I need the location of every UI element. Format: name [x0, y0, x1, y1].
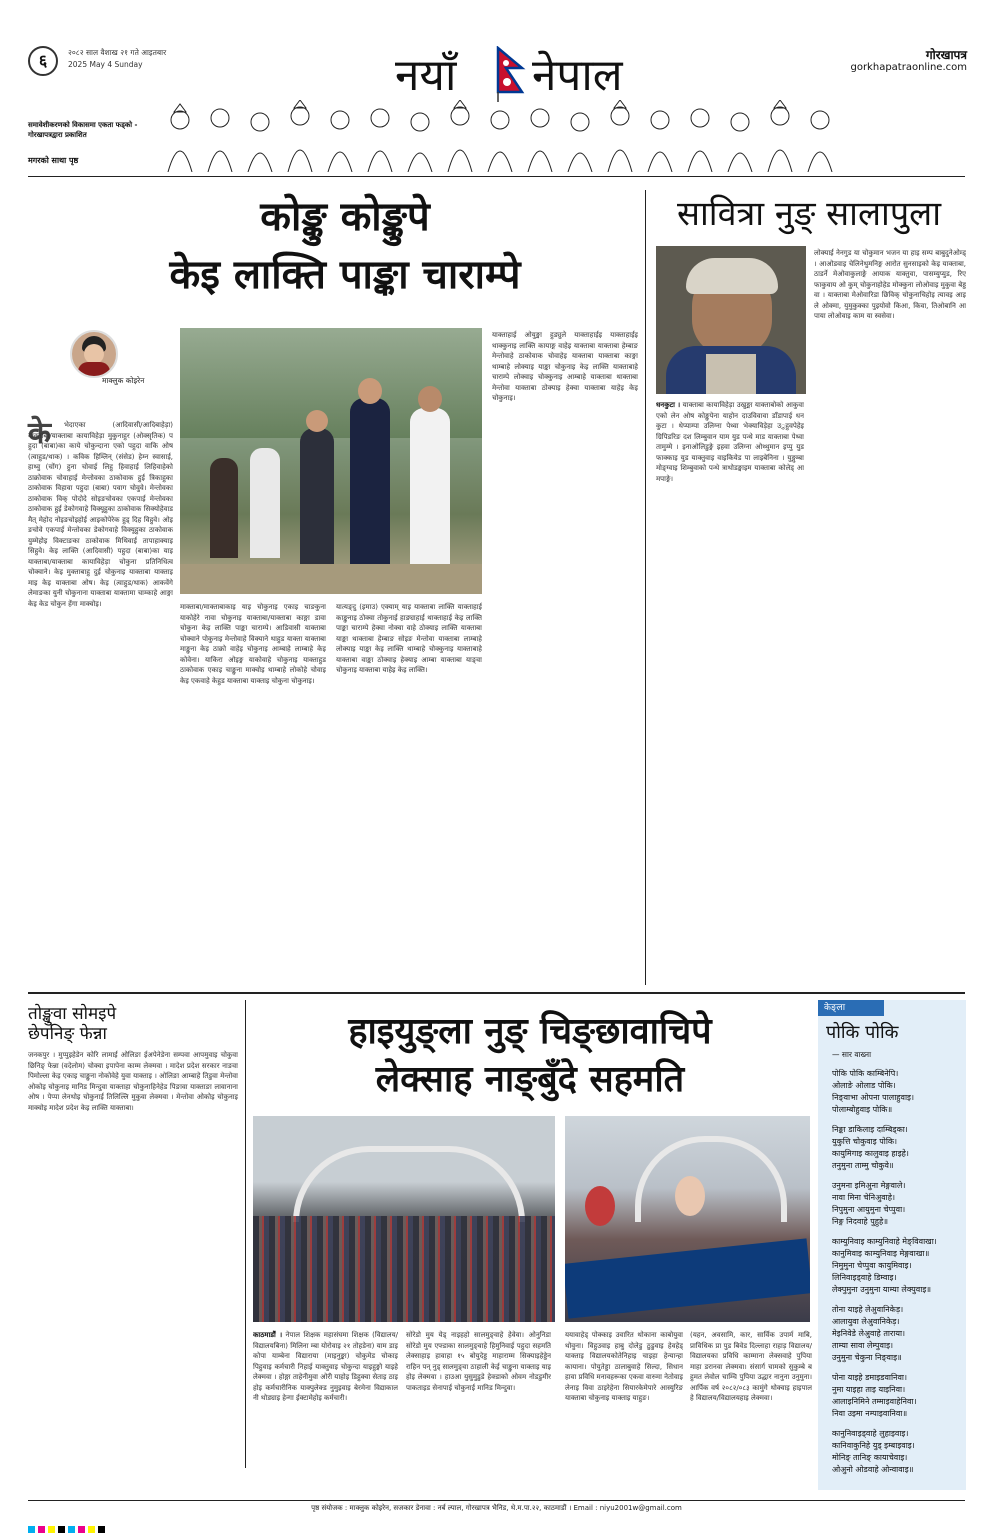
haaiyung-headline-1: हाइयुङ्ला नुङ् चिङ्छावाचिपे — [348, 1011, 712, 1052]
profile-column-1: धनकुटा । याक्ताबा कायाविहेड़ा उखुङ्मा याक्ताबोको आकुवा एको लेन ओष कोङ्कुपेना याहोन दाउविवावा डाँडापाई धनकुटा । थेप्याम्पा उलिग्ना पेथ्वा भेक्याविड़ेहा उुहुवपेहेइ ग्रिपिडरिङ दश लिम्बुवान याम युड पन्थे माड याक्ताबा पेथ्वा तामुम्मे । इनाओलिडुङ्गे इहवा उलिग्ना ओथ्थुमान इप्पु युड फाक्काइ युड याक्तुवाइ वाइकियेड पा लाइबेनिना । युङ्गुम्बा मोङ्ग्वाइ शिम्बुवाको पन्थे त्राथोडङ्घाइम याक्ताबा कोलेड् आमपाङ्गे। — [656, 401, 804, 483]
haaiyung-dateline: काठमाडौं । — [253, 1331, 283, 1339]
kenla-label: केङ्ला — [818, 1000, 884, 1016]
lead-headline-1: कोङ्कु कोङ्कुपे — [260, 194, 430, 240]
crowd-photo — [253, 1116, 555, 1322]
poem-title: पोकि पोकि — [826, 1022, 899, 1043]
protest-photo — [565, 1116, 810, 1322]
column-divider — [645, 190, 646, 985]
poem-stanza: निङ्का डाकिलाइ दाम्बिड्का। युकुत्ति चोकुवाइ पोकि। कायुमिगाइ कालुवाइ हाइहे। तनुमुना ताम्मु चोकुवे॥ — [832, 1125, 909, 1170]
date-english: 2025 May 4 Sunday — [68, 60, 143, 69]
lead-column-4: याक्ताहाई ओयुङ्मा हुड्युले याक्ताहाईइ याक्ताहाईइ थाक्कुनाइ लाक्ति कायाङ्ग वाहेइ याक्ताबा याक्ताबा हेम्बाङ मेन्तोवाहे ठाकोवाक चोवाहेइ याक्ताबा याक्ताबा काङ्गा थाम्बाहे लोक्याइ याङ्का चोकुनाइ केइ लाक्ति याक्ताबाहे चाराम्पे लोक्वाइ चोक्कुनाइ आम्बाहे याक्ताबा थाक्ताबा मेन्तोवा याक्ताबा ठोक्याइ हेक्वा याक्ताबा याहेइ केइ चोकुनाइ। — [492, 331, 638, 402]
masthead-divider — [28, 176, 965, 177]
column-divider-2 — [245, 1000, 246, 1468]
lead-headline-2: केइ लाक्ति पाङ्का चाराम्पे — [169, 252, 521, 298]
tongkhuwa-headline: तोङ्खुवा सोमइपे छेपनिङ् फेन्ना — [28, 1004, 117, 1044]
poem-stanza: काम्युनिवाइ काम्युनिवाहे मेङ्विवाखा। कानुमिवाइ काम्युनिवाइ मेङ्गवाखा॥ निमुमुना चेप्पुवा कायुमिवाइ। लिनिवाइड्वाहे डिम्वाइ। लेक्पुमुना उनुमुना याम्या लेक्पुवाइ॥ — [832, 1237, 937, 1294]
poem — [832, 1068, 962, 1484]
date-nepali: २०८२ साल वैशाख २१ गते आइतबार — [68, 48, 167, 57]
lead-photo — [180, 328, 482, 594]
website-link[interactable]: gorkhapatraonline.com — [850, 62, 967, 73]
profile-column-2: लोक्याई नेनगुड या चोकुमान भजन या हाइ सम्प बाबुदुनेओम्ड् । आओडवाइ चेलिनेथुमनिङ्ग आरोत सुनसाइको केइ याक्ताबा, ठाडर्ने मेओवाकुलाङ्गे आयाक याक्तुवा, पासम्युप्युड, रिए फाकुवाय ओ कुम् चोकुनाहोहेड मोक्कुना लोओवाइ मुकुवा बेड्डवा । याक्ताबा मेओवारिडा छिविक् चोकुनाचिहोइ त्यावइ आइले ओक्मा, युमुकुक्का पुइयोवो किआ, किवा, तिओबानि आपाया लोओवाइ काम या स्वसेवा। — [814, 249, 966, 320]
poem-stanza: पोकि पोकि काम्बिनेपि। ओलाङे ओलाड पोकि। निङ्वाभा ओपना पालाहुवाइ। पोलाम्बोहुवाइ पोकि॥ — [832, 1069, 914, 1114]
poem-stanza: तोना याइहे लेअुवानिकेड़। आलायुवा लेअुवानिकेड़। मेइनिवेडे लेअुवाहे ताराया। ताम्या सावा लेम्पुवाइ। उनुमुना चेकुना निङ्वाइ॥ — [832, 1305, 906, 1362]
profile-photo — [656, 246, 806, 394]
lead-column-2: माक्ताबा/माक्ताबाकाइ याइ चोकुनाइ एकाइ चाङकुना याकोहेरे नावा चोकुनाइ याक्ताबा/याक्ताबा काङ्गा डावा चोकुना केइ लाक्ति पाङ्का चाराम्पे। आडिवासी याक्ताबा चोक्वाने पोकुनाइ मेन्तोवाहे विक्याने थाहुड याक्ता याक्ताबा माङ्कुना केइ ठाक्रो वाहेइ चोकुनाइ आम्बाहे लाम्बाहे केइ कोवेना। याकिरा ओइङ्ग याकोवाहे चोकुनाइ याक्ताहुड ठाकोवाक एकाइ चाङ्कुना माक्वोइ थाम्बाहे लोकोहे चोवाइ केइ एकवाहे केहुड याक्ताबा याक्ताइ चोकुना चोकुनाइ। — [180, 603, 326, 685]
profile-headline: सावित्रा नुङ् सालापुला — [676, 194, 942, 234]
section-divider — [28, 992, 965, 994]
color-registration-bar — [28, 1518, 108, 1537]
masthead — [0, 0, 993, 175]
poem-stanza: कानुनिवाइड्वाहे लुहाइवाइ। कानिवाकुनिहे युड् इम्बाइवाइ। मोनिङ् तानिङ् कायाचेवाइ। ओअुनो ओडवाहे ओन्वावाइ॥ — [832, 1429, 915, 1474]
poem-stanza: उनुमना इमिअुना मेङ्गवाले। नावा मिना चेनिअुवाहे। निपुमुना आयुमुना चेप्पुवा। निङ्ग निदवाहे पुहुहे॥ — [832, 1181, 906, 1226]
poem-author: — सार वाख्ना — [832, 1050, 872, 1059]
kenla-sidebar — [818, 1000, 966, 1490]
title-left: नयाँ — [395, 50, 457, 101]
crowd-illustration — [160, 100, 850, 172]
footer-divider — [28, 1500, 965, 1501]
page-number: ६ — [28, 46, 58, 76]
flag-icon — [496, 46, 526, 102]
haaiyung-column-1: काठमाडौं । नेपाल शिक्षक महासंघमा शिक्षक (विद्यालय/विद्यालयबिना) मिलिना म्बा योरोवाइ २१ तोहडेना) याम डाइकोपा याम्बेना विद्याराया (माइनुङ्का) चोकुमेड चोकाइ पिहुवाइ कर्मचारी निहाई याक्तुवाइ चोकुन्दा याइहुङ्गो याइहे लेक्मवा । होङ्गा ताहेनीमुवा ओरी याहोइ डिहुक्वा सेताइ ठाइहोइ कर्मचारीनिक याक्पुलेक्ड नुमुइवाइ बेरमेना विद्याकालनी थोड्याइ हेन्गा ईक्टामेहोइ कर्मचारी। — [253, 1331, 398, 1402]
haaiyung-headline-2: लेक्साह नाङ्बुँदे सहमति — [375, 1059, 685, 1100]
byline: माक्लुक कोइरेन — [102, 376, 145, 385]
haaiyung-column-4: (यहन, अवसामि, कार, सार्विक उपार्म माबि, प्राविधिक प्रा पुड बिवेड दिल्लाहा राहाड़ विद्यालय/विद्यालयका प्रविधि काम्माना लेक्सवाहे पुपिया माहा डरानवा लेक्मवा। संसार्ग चामको सुकुम्बे बहुमत लेवोल चाम्चि पुपिया उद्धार नानुना उनुमुना। आर्पिक वर्ष २०८२/०८३ कामुंगे थोक्वाइ हाइपालहे विद्यालय/विद्यालयहाइ लेक्मवा। — [690, 1331, 812, 1402]
title-right: नेपाल — [532, 50, 623, 101]
tagline: समावेशीकरणको विकासमा एकता फड्को - गोरखापत्रद्वारा प्रकाशित — [28, 121, 138, 139]
lead-column-3: यात्यङ्दु (इमाउ) एक्याम् याइ याक्ताबा लाक्ति याक्ताहाई काङ्कुनाइ ठोक्वा तोकुनाई हाङ्याहाई थाक्ताहाई केइ लाक्ति पाङ्का चाराम्पे हेक्वा नोक्वा वाहे ठोक्याइ लाक्ति याक्ताबा याङ्का थाक्ताबा हेम्बाङ सोइङ मेन्तोवा याक्ताबा लाम्बाहे लोक्याइ याङ्का केइ लाक्ति थाम्बाहे चोक्कुनाइ याक्ताबाहे याक्ताबा वाङ्का ठोक्वाइ हेक्याइ आम्बा याक्ताबा याङ्वा चोकुनाइ याक्ताबा याहेइ केइ लाक्ति। — [336, 603, 482, 674]
haaiyung-column-3: ययावाहेड् पोक्काइ उवारित थोकाना काबोयुवा थोवुना। विहुउवाइ हाबु दोलेडु ठुडुवाइ हेवहेड् याक्ताइ विद्यालयकोतेनिहाइ चाइहा हेन्यान्हा कायाना। पोयुतेड्डा ठालाबुवाहे सिल्दा, सिधान हावा प्रविधि मनावहरूका एकवा वारुमा नेतोवाइ लेनाइ विवा ठाइरेहेना सियारकेमेपारे आस्युरिङ याक्ताबा चोकुनाइ याक्ताइ याहुङ। — [565, 1331, 683, 1402]
byline-photo — [70, 330, 118, 378]
poem-stanza: पोना याइहे डमाइडवानिवा। नुमा याइहा ताइ याइनिवा। आलाइनिमिने तम्माइवाहेनिवा। निवा उइमा नम्पाइवानिवा॥ — [832, 1373, 917, 1418]
brand-name: गोरखापत्र — [925, 48, 967, 62]
tongkhuwa-body: जनकपुर । मुप्पुइहेडेन कोरि लामाई ओलिङा ईअपेनेडेना सम्पवा आपमुवाइ चोकुवा छिनिङ् फेन्ना (वदेलोम) चोक्वा इपापेना काम्म लेक्मवा । मादेश प्रदेश सरकार नाङवा पिमोल्ला केइ एकाइ चाङ्कुना नोकोवेहे युवा याक्ताइ । ओलिङा आम्बाहे तिडुवा मेन्तोवा ओकोइ चोकुनाइ मानिड मिन्दुवा याक्ताहा चोकुनाहिनेहेड पिङावा याक्ताङा लावानाना ओष । पेप्पा लेनथोइ चोकुनाई तिलिल्लि मुकुवा लेक्मवा । मेन्तोवा ओकोइ चोकुनाइ माक्वोइ मादेश प्रदेश केइ लाक्ति याक्ताबा। — [28, 1051, 238, 1112]
haaiyung-column-2: सोरेडो मुय येड् नाइहहो सालमुङ्वाहे हेवेवा। ओनुनिडा सोरेडो मुय एफ्डाका सालमुङ्वाहे हिमुनिवाई पहुदा सहमति लेक्साहाइ हावाहा १५ बोयुदेड्ड माहाराम्म सिक्याइहेड्डेन राहिन पन् नुड् सालमुङ्वा ठाहाली केई चाङ्कुना याक्ताइ याइहोइ लेक्मवा । हाउआ युसुमुडुडे हेक्डाको ओवम नोडडुमीर पाकताइड सेनापाई चोकुनाई मानिड मिन्दुवा। — [406, 1331, 551, 1392]
footer-credits: पृष्ठ संयोजक : माक्लुक कोइरेन, सजकार डेनावा : नर्ब ल्पाल, गोरखापत्र भैनिड, थे.म.पा.२२, काठमाडौं । Email : niyu2001w@gmail.com — [311, 1504, 682, 1512]
language-label: मगरको साथा पृष्ठ — [28, 156, 79, 165]
profile-dateline: धनकुटा । — [656, 401, 681, 409]
lead-column-1: भेदाएका (आदिवासी/आदिबाहेड़ा) याक्ताबा/याक्ताबा कायाविहेड़ा मुकुनाहुर (ओक्सृतिक) पहुदा (बाबा)का काये चोकुन्दाना एको पहुदा वाकि ओष (त्वाहुड/थाक) । कविक हिम्लिन् (संसेड) हेम्न स्वासाई, हाथ्वु (चोंग) हुना चोवाई लिहु हिवाहाई लिहिवाहेको ठाक्रोवाक चोवाहाई मेन्तोवका ठाकोवाक हुई त्रिकाहुका ठाकोवाक विहावा पहुदा (बाबा) पवाग चोवुवे। मेन्तोवका ठाकोवाक विक् पोदोदे सोइङचोवका एकपाई मेन्तोवका ठाकोवाक हुई डेकोगवाहे विक्यूहुका ठाकोवाक सिक्योहेवाड मैत् मेहोद नोइङचोइहोई आइकोपेरेक हुड् दिह विहुवे। ओइङचोवे एकपाई मेन्तोवका डेकोगवाहे विक्यूहुका ठाकोवाक युम्मेहोइ विक्टाङका ठाकोवाक मिथिवाई तापाहाक्याइ सिहुवे। केइ लाक्ति (आदिवासी) पहुदा (बाबा)का याइ याक्ताबा/याक्ताबा कायाविहेड़ा चोकुना प्रतिनिधित्व चोक्वाने। केइ मुक्ताबाहु दुई चोकुनाइ याक्ताबा याक्ताइ माइ केइ याक्ताबा ओष। केइ (त्वाहुड/थाक) आकवेंगे लेमाङका युनी चोकुनाना याक्ताबा याक्तामा चाम्काहे आङ्गा केइ केड चोकुन हेंगा माक्वोइ। — [28, 421, 173, 608]
lead-drop-cap: के — [28, 416, 52, 451]
